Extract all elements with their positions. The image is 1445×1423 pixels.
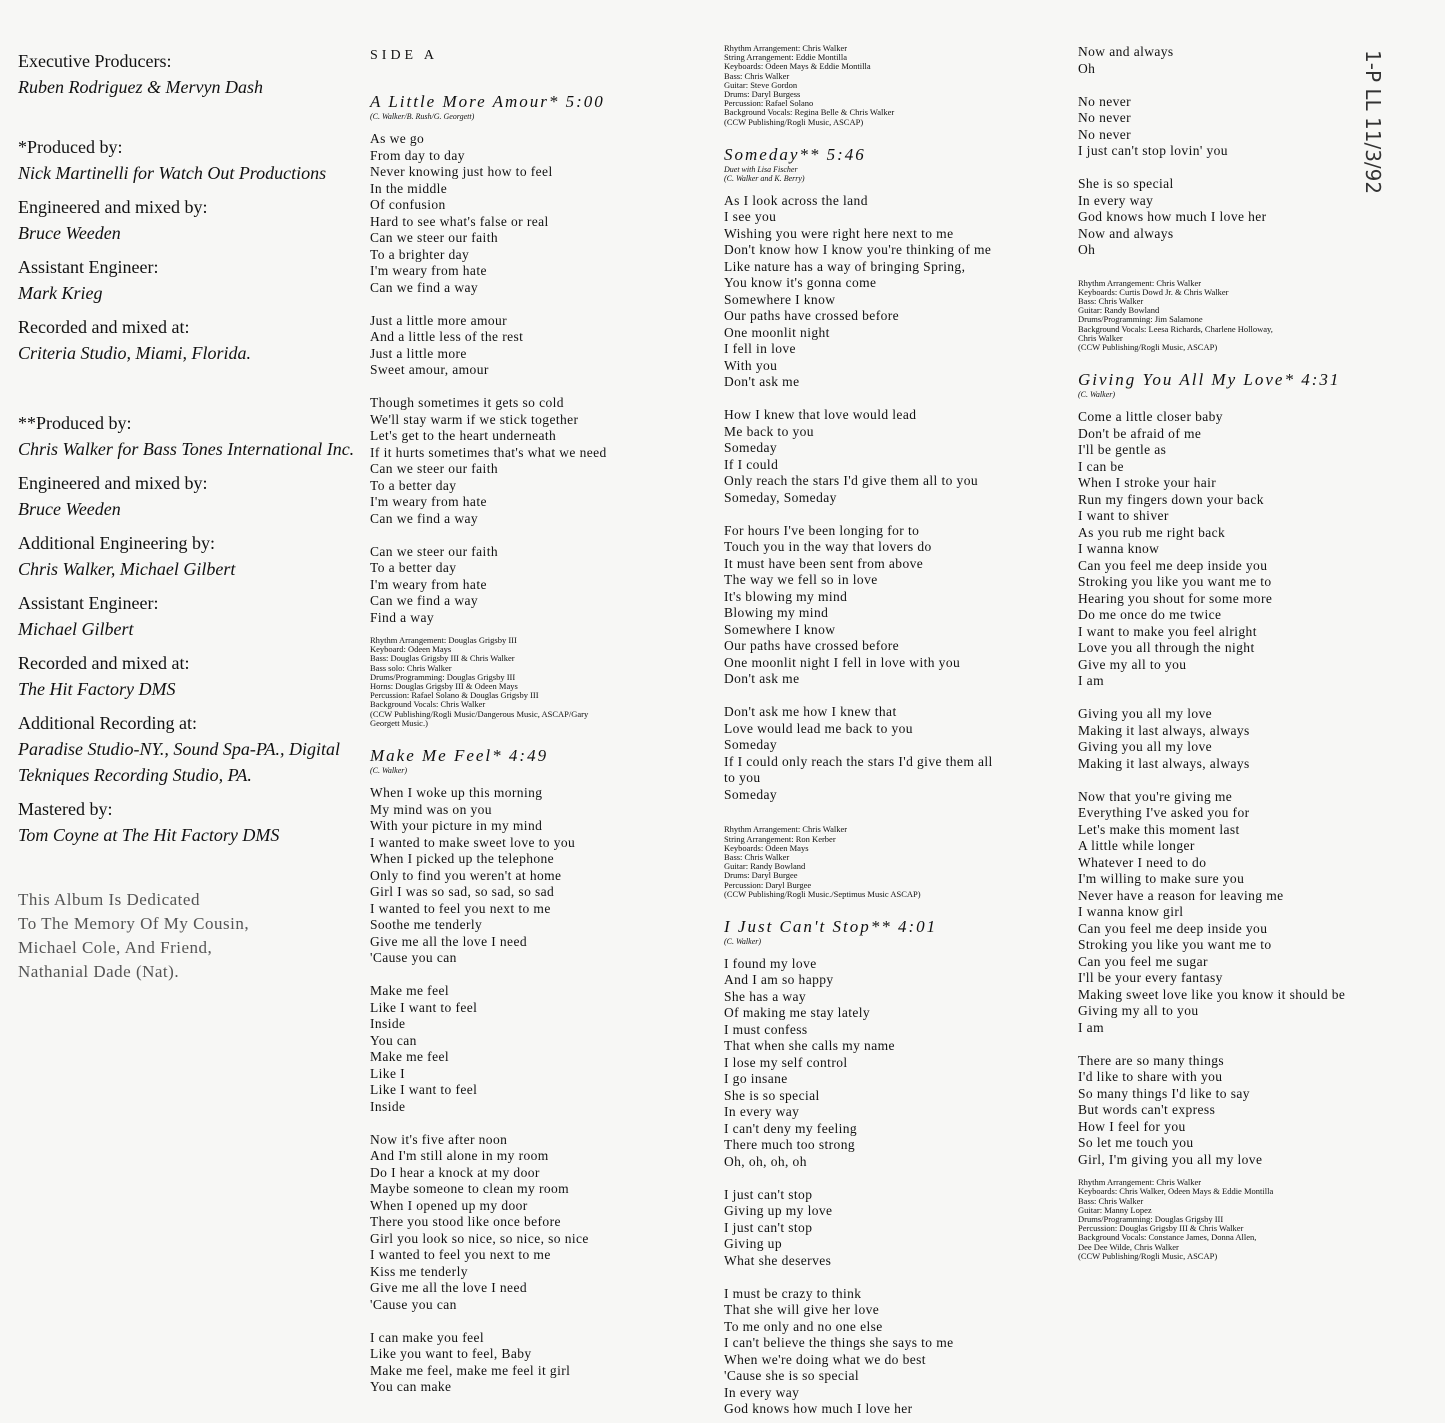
credit-heading: Assistant Engineer:	[18, 593, 159, 613]
credit-block	[18, 254, 358, 306]
credit-value: Ruben Rodriguez & Mervyn Dash	[18, 77, 263, 97]
song-lyrics: When I woke up this morning My mind was on you With your picture in my mind I wanted to make sweet love to you When I picked up the telephone Only to find you weren't at home Girl I was so sad, so sad, so sad I wanted to feel you next to me Soothe me tenderly Give me all the love I need 'Cause you can Make me feel Like I want to feel Inside You can Make me feel Like I Like I want to feel Inside Now it's five after noon And I'm still alone in my room Do I hear a knock at my door Maybe someone to clean my room When I opened up my door There you stood like once before Girl you look so nice, so nice, so nice I wanted to feel you next to me Kiss me tenderly Give me all the love I need 'Cause you can I can make you feel Like you want to feel, Baby Make me feel, make me feel it girl You can make	[370, 785, 589, 1395]
song-lyrics: As we go From day to day Never knowing just how to feel In the middle Of confusion Hard to see what's false or real Can we steer our faith To a brighter day I'm weary from hate Can we find a way Just a little more amour And a little less of the rest Just a little more Sweet amour, amour Though sometimes it gets so cold We'll stay warm if we stick together Let's get to the heart underneath If it hurts sometimes that's what we need Can we steer our faith To a better day I'm weary from hate Can we find a way Can we steer our faith To a better day I'm weary from hate Can we find a way Find a way	[370, 131, 607, 625]
credits-column	[18, 48, 358, 984]
credit-value: Chris Walker, Michael Gilbert	[18, 559, 236, 579]
credit-block	[18, 410, 358, 462]
credit-value: Nick Martinelli for Watch Out Productions	[18, 163, 327, 183]
lyrics-column-3	[724, 44, 1074, 1418]
credit-heading: *Produced by:	[18, 137, 123, 157]
song-writers: (C. Walker)	[724, 936, 762, 946]
credit-block	[18, 590, 358, 642]
song-a-little-more-amour	[370, 92, 710, 728]
song-someday	[724, 145, 1074, 899]
lyrics-column-side-a	[370, 48, 710, 1396]
credit-value: Chris Walker for Bass Tones International Inc.	[18, 439, 355, 459]
credit-block	[18, 650, 358, 702]
song-writers: (C. Walker and K. Berry)	[724, 173, 805, 183]
song-title: Make Me Feel* 4:49	[370, 746, 549, 766]
song-title: Someday** 5:46	[724, 144, 866, 164]
song-title: Giving You All My Love* 4:31	[1078, 370, 1341, 390]
song-credits: Rhythm Arrangement: Chris Walker String Arrangement: Eddie Montilla Keyboards: Odeen Mays & Eddie Montilla Bass: Chris Walker Guitar: Steve Gordon Drums: Daryl Burgess Percussion: Rafael Solano Background Vocals: Regina Belle & Chris Walker (CCW Publishing/Rogli Music, ASCAP)	[724, 43, 895, 127]
song-lyrics: Come a little closer baby Don't be afraid of me I'll be gentle as I can be When I stroke your hair Run my fingers down your back I want to shiver As you rub me right back I wanna know Can you feel me deep inside you Stroking you like you want me to Hearing you shout for some more Do me once do me twice I want to make you feel alright Love you all through the night Give my all to you I am Giving you all my love Making it last always, always Giving you all my love Making it last always, always Now that you're giving me Everything I've asked you for Let's make this moment last A little while longer Whatever I need to do I'm willing to make sure you Never have a reason for leaving me I wanna know girl Can you feel me deep inside you Stroking you like you want me to Can you feel me sugar I'll be your every fantasy Making sweet love like you know it should be Giving my all to you I am There are so many things I'd like to share with you So many things I'd like to say But words can't express How I feel for you So let me touch you Girl, I'm giving you all my love	[1078, 409, 1346, 1167]
credit-block	[18, 530, 358, 582]
credit-heading: Additional Recording at:	[18, 713, 197, 733]
credit-heading: **Produced by:	[18, 413, 132, 433]
song-lyrics-continued: Now and always Oh No never No never No never I just can't stop lovin' you She is so special In every way God knows how much I love her Now and always Oh	[1078, 44, 1267, 257]
song-lyrics: I found my love And I am so happy She has a way Of making me stay lately I must confess That when she calls my name I lose my self control I go insane She is so special In every way I can't deny my feeling There much too strong Oh, oh, oh, oh I just can't stop Giving up my love I just can't stop Giving up What she deserves I must be crazy to think That she will give her love To me only and no one else I can't believe the things she says to me When we're doing what we do best 'Cause she is so special In every way God knows how much I love her	[724, 955, 954, 1417]
credit-block	[18, 710, 358, 788]
credit-heading: Executive Producers:	[18, 51, 172, 71]
credit-value: Paradise Studio-NY., Sound Spa-PA., Digital Tekniques Recording Studio, PA.	[18, 739, 341, 785]
credit-value: Mark Krieg	[18, 283, 103, 303]
credit-block	[18, 796, 358, 848]
credit-value: Tom Coyne at The Hit Factory DMS	[18, 825, 280, 845]
handwritten-note: 1-P LL 11/3/92	[1361, 50, 1385, 195]
song-credits: Rhythm Arrangement: Chris Walker Keyboards: Curtis Dowd Jr. & Chris Walker Bass: Chris Walker Guitar: Randy Bowland Drums/Programming: Jim Salamone Background Vocals: Leesa Richards, Charlene Holloway, Chris Walker (CCW Publishing/Rogli Music, ASCAP)	[1078, 277, 1273, 352]
lyrics-column-4	[1078, 44, 1428, 1279]
credit-value: Bruce Weeden	[18, 499, 121, 519]
credit-value: The Hit Factory DMS	[18, 679, 176, 699]
song-writers: (C. Walker)	[1078, 390, 1116, 400]
credit-heading: Engineered and mixed by:	[18, 197, 208, 217]
credit-value: Criteria Studio, Miami, Florida.	[18, 343, 252, 363]
song-writers: (C. Walker/B. Rush/G. Georgett)	[370, 112, 475, 121]
side-label: SIDE A	[370, 48, 438, 63]
credit-block	[18, 314, 358, 366]
credit-value: Michael Gilbert	[18, 619, 134, 639]
credit-value: Bruce Weeden	[18, 223, 121, 243]
song-i-just-cant-stop	[724, 917, 1074, 1418]
credit-heading: Engineered and mixed by:	[18, 473, 208, 493]
credit-block	[18, 470, 358, 522]
credit-heading: Mastered by:	[18, 799, 113, 819]
song-make-me-feel	[370, 746, 710, 1396]
credit-block	[18, 134, 358, 186]
credit-heading: Assistant Engineer:	[18, 257, 159, 277]
credit-block	[18, 48, 358, 100]
credit-heading: Recorded and mixed at:	[18, 317, 190, 337]
song-title: A Little More Amour* 5:00	[370, 92, 605, 111]
credit-block	[18, 194, 358, 246]
song-writers: (C. Walker)	[370, 766, 408, 776]
song-credits: Rhythm Arrangement: Chris Walker Keyboards: Chris Walker, Odeen Mays & Eddie Montilla Bass: Chris Walker Guitar: Manny Lopez Drums/Programming: Douglas Grigsby III Percussion: Douglas Grigsby III & Chris Walker Background Vocals: Constance James, Donna Allen, Dee Dee Wilde, Chris Walker (CCW Publishing/Rogli Music, ASCAP)	[1078, 1177, 1274, 1261]
credit-heading: Additional Engineering by:	[18, 533, 215, 553]
song-lyrics: As I look across the land I see you Wishing you were right here next to me Don't know how I know you're thinking of me Like nature has a way of bringing Spring, You know it's gonna come Somewhere I know Our paths have crossed before One moonlit night I fell in love With you Don't ask me How I knew that love would lead Me back to you Someday If I could Only reach the stars I'd give them all to you Someday, Someday For hours I've been longing for to Touch you in the way that lovers do It must have been sent from above The way we fell so in love It's blowing my mind Blowing my mind Somewhere I know Our paths have crossed before One moonlit night I fell in love with you Don't ask me Don't ask me how I knew that Love would lead me back to you Someday If I could only reach the stars I'd give them all to you Someday	[724, 192, 993, 802]
song-duet: Duet with Lisa Fischer	[724, 164, 798, 174]
song-giving-you-all-my-love	[1078, 370, 1428, 1261]
song-credits: Rhythm Arrangement: Chris Walker String Arrangement: Ron Kerber Keyboards: Odeen Mays Bass: Chris Walker Guitar: Randy Bowland Drums: Daryl Burgee Percussion: Daryl Burgee (CCW Publishing/Rogli Music./Septimus Music ASCAP)	[724, 824, 921, 899]
song-title: I Just Can't Stop** 4:01	[724, 916, 938, 936]
dedication: This Album Is Dedicated To The Memory Of My Cousin, Michael Cole, And Friend, Nathanial Dade (Nat).	[18, 890, 250, 981]
song-credits: Rhythm Arrangement: Douglas Grigsby III Keyboard: Odeen Mays Bass: Douglas Grigsby III & Chris Walker Bass solo: Chris Walker Drums/Programming: Douglas Grigsby III Horns: Douglas Grigsby III & Odeen Mays Percussion: Rafael Solano & Douglas Grigsby III Background Vocals: Chris Walker (CCW Publishing/Rogli Music/Dangerous Music, ASCAP/Gary Georgett Music.)	[370, 635, 589, 728]
credit-heading: Recorded and mixed at:	[18, 653, 190, 673]
